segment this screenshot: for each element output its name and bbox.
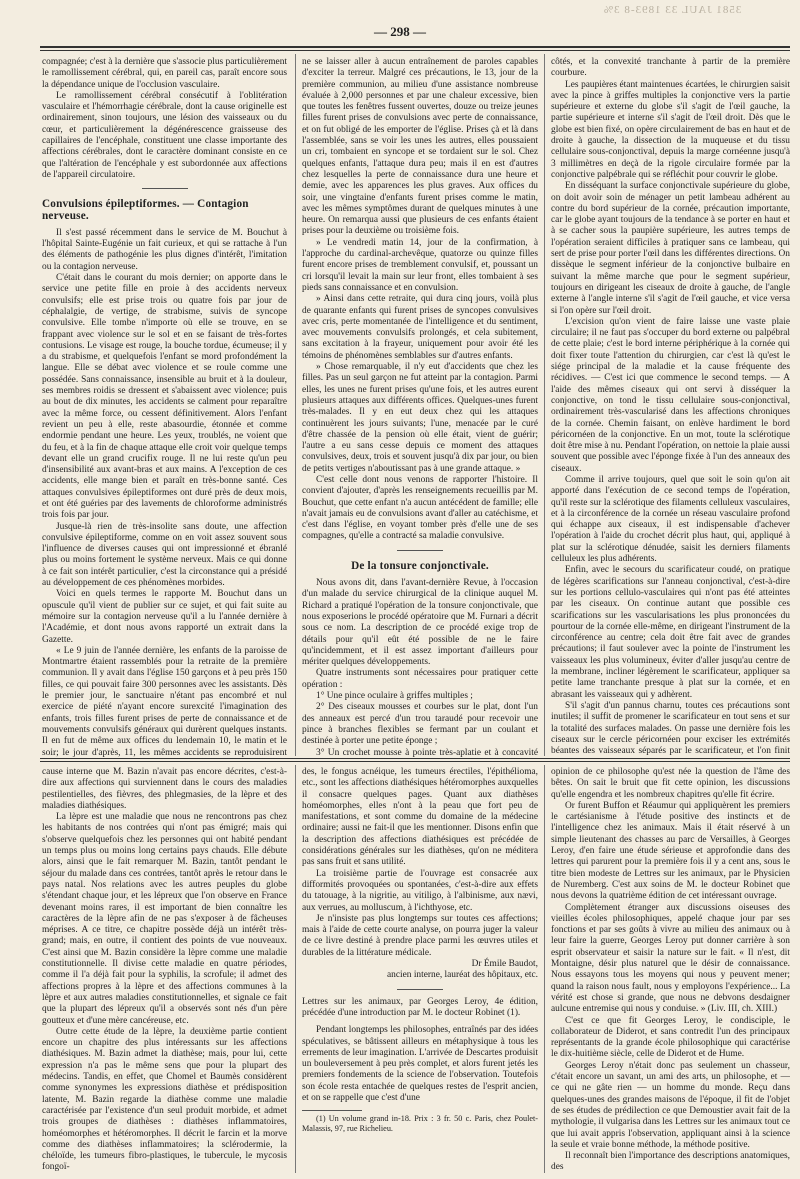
paragraph: Enfin, avec le secours du scarificateur coudé, on pratique de légères scarifications sur l'anneau conjonctival, c'est-à-dire sur les portions cellulo-vasculaires qui n'ont pas été atteintes par les ciseaux. On continue autant que possible ces scarifications sur les vascularisations les plus prononcées du pourtour de la cornée elle-même, en dirigeant l'instrument de la circonférence au centre; cela doit être fait avec de grandes précautions; il faut soulever avec la pointe de l'instrument les vaisseaux les plus volumineux, éviter d'aller jusqu'au centre de la membrane, incliner légèrement le scarificateur, appliquer sa petite lame tranchante presque à plat sur la cornée, et en abrasant les vaisseaux qui y adhèrent. [551, 565, 790, 700]
section-heading-convulsions: Convulsions épileptiformes. — Contagion nerveuse. [42, 198, 249, 222]
paragraph: des, le fongus acnéique, les tumeurs érectiles, l'épithélioma, etc., sont les affections diathésiques hétéromorphes auxquelles il consacre quelques pages. Quant aux diathèses homéomorphes, elles n'ont à la peau que fort peu de manifestations, et sont comme du domaine de la médecine ordinaire; aussi ne fait-il que les mentionner. Disons enfin que la description des affections diathésiques est précédée de considérations générales sur les diathèses, qu'on ne méditera pas sans fruit et sans utilité. [302, 767, 538, 868]
paragraph: Il reconnaît bien l'importance des descriptions anatomiques, des [551, 1151, 790, 1173]
footnote: (1) Un volume grand in-18. Prix : 3 fr. 50 c. Paris, chez Poulet-Malassis, 97, rue Richelieu. [302, 1114, 538, 1134]
upper-column-3 [551, 57, 790, 757]
footnote-rule [302, 1110, 362, 1111]
upper-column-1 [42, 57, 287, 757]
column-divider [544, 54, 545, 756]
page-number: — 298 — [374, 24, 426, 39]
signature-title: ancien interne, lauréat des hôpitaux, etc. [387, 970, 538, 981]
section-separator [397, 550, 443, 551]
paragraph: » Le vendredi matin 14, jour de la confirmation, à l'approche du cardinal-archevêque, quatorze ou quinze filles furent encore prises de tremblement convulsif, et, poussant un cri lorsqu'il levait la main sur leur front, elles tombaient à ses pieds sans connaissance et en convulsion. [302, 237, 538, 293]
paragraph: C'est celle dont nous venons de rapporter l'histoire. Il convient d'ajouter, d'après les renseignements recueillis par M. Bouchut, que cette enfant n'a aucun antécédent de famille; elle n'avait jamais eu de convulsions avant d'aller au catéchisme, et c'est dans l'église, en voyant tomber près d'elle une de ses compagnes, qu'elle a contracté sa maladie convulsive. [302, 474, 538, 542]
lower-column-3 [551, 767, 790, 1175]
header-rule-thin [40, 50, 790, 51]
header-rule [40, 46, 790, 48]
review-heading-lettres: Lettres sur les animaux, par Georges Leroy, 4e édition, précédée d'une introduction par M. le docteur Robinet (1). [302, 996, 538, 1018]
paragraph: Les paupières étant maintenues écartées, le chirurgien saisit avec la pince à griffes multiples la conjonctive vers la partie supérieure et externe du globe s'il s'agit de l'œil gauche, la partie supérieure et interne s'il s'agit de l'œil droit. Dès que le globe est bien fixé, on opère circulairement de bas en haut et de droite à gauche, la dissection de la muqueuse et du tissu cellulaire sous-conjonctival, depuis la marge cornéenne jusqu'à 3 millimètres en deçà de la rigole circulaire formée par la conjonctive palpébrale qui se réfléchit pour couvrir le globe. [551, 79, 790, 180]
paragraph: Je n'insiste pas plus longtemps sur toutes ces affections; mais à l'aide de cette courte analyse, on pourra juger la valeur de ce livre destiné à prendre place parmi les œuvres utiles et durables de la littérature médicale. [302, 913, 538, 958]
paragraph: La troisième partie de l'ouvrage est consacrée aux difformités provoquées ou spontanées, c'est-à-dire aux effets du tatouage, à la nigritie, au vitiligo, à l'albinisme, aux nævi, aux verrues, au molluscum, à l'ichthyose, etc. [302, 868, 538, 913]
paragraph: côtés, et la convexité tranchante à partir de la première courbure. [551, 57, 790, 79]
paragraph: » Ainsi dans cette retraite, qui dura cinq jours, voilà plus de quarante enfants qui furent prises de syncopes convulsives avec cris, perte momentanée de l'intelligence et du sentiment, avec mouvements convulsifs prolongés, et cela subitement, sans excitation à la frayeur, uniquement pour avoir été les témoins de phénomènes semblables sur d'autres enfants. [302, 294, 538, 361]
feuilleton-rule [40, 758, 790, 759]
paragraph: Jusque-là rien de très-insolite sans doute, une affection convulsive épileptiforme, comme on en voit assez souvent sous l'influence de diverses causes qui ont impressionné et ébranlé plus ou moins fortement le système nerveux. Mais ce qui donne à ce fait son intérêt particulier, c'est la circonstance qui a présidé au développement de ces phénomènes morbides. [42, 521, 287, 589]
signature [302, 959, 538, 982]
signature-name: Dr Émile Baudot, [471, 959, 538, 970]
paragraph: S'il s'agit d'un pannus charnu, toutes ces précautions sont inutiles; il suffit de promener le scarificateur en tout sens et sur la totalité des surfaces malades. On passe une dernière fois les ciseaux sur le cercle péricornéen pour exciser les extrémités béantes des vaisseaux séparés par le scarificateur, et l'on finit [551, 700, 790, 757]
paragraph: » Chose remarquable, il n'y eut d'accidents que chez les filles. Pas un seul garçon ne fut atteint par la contagion. Parmi elles, les unes ne furent prises qu'une fois, et les autres eurent plusieurs attaques aux différents offices. Quelques-unes furent très-malades. Il y en eut deux chez qui les attaques continuèrent les jours suivants; l'une, menacée par le curé d'être chassée de la pension où elle était, vient de guérir; l'autre a eu sans cesse depuis ce moment des attaques convulsives, deux, trois et souvent jusqu'à dix par jour, ou bien de petits vertiges n'aboutissant pas à une grande attaque. » [302, 362, 538, 474]
paragraph: Complètement étranger aux discussions oiseuses des vieilles écoles philosophiques, appelé chaque jour par ses fonctions et par ses goûts à vivre au milieu des animaux ou à leur faire la guerre, Georges Leroy put donner carrière à son esprit observateur et saisir la nature sur le fait. « Il n'est, dit Montaigne, désir plus naturel que le désir de connaissance. Nous essayons tous les moyens qui nous y peuvent mener; quand la raison nous fault, nous y employons l'expérience... La vérité est chose si grande, que nous ne debvons desdaigner aulcune entremise qui nous y conduise. » (Liv. III, ch. XIII.) [551, 902, 790, 1015]
paragraph: Quatre instruments sont nécessaires pour pratiquer cette opération : [302, 668, 538, 690]
section-separator [142, 188, 188, 189]
paragraph: opinion de ce philosophe qu'est née la question de l'âme des bêtes. On sait le bruit que fit cette opinion, les discussions qu'elle engendra et les nombreux chapitres qu'elle fit écrire. [551, 767, 790, 800]
column-divider [295, 54, 296, 756]
upper-column-2 [302, 57, 538, 757]
column-divider [544, 765, 545, 1173]
paragraph: Il s'est passé récemment dans le service de M. Bouchut à l'hôpital Sainte-Eugénie un fait curieux, et qui se rattache à l'un des éléments de pathogénie les plus dignes d'intérêt, l'imitation ou la contagion nerveuse. [42, 227, 287, 272]
instrument-item: 1° Une pince oculaire à griffes multiples ; [316, 691, 473, 702]
paragraph: Or furent Buffon et Réaumur qui appliquèrent les premiers le cartésianisme à l'étude positive des instincts et de l'intelligence chez les animaux. Mais il était réservé à un simple lieutenant des chasses au parc de Versailles, à Georges Leroy, d'en faire une étude sérieuse et approfondie dans des lettres qui parurent pour la première fois il y a cent ans, sous le titre bien modeste de Lettres sur les animaux, par le Physicien de Nuremberg. C'est aux soins de M. le docteur Robinet que nous devons la quatrième édition de cet intéressant ouvrage. [551, 800, 790, 902]
paragraph: cause interne que M. Bazin n'avait pas encore décrites, c'est-à-dire aux affections qui surviennent dans le cours des maladies pestilentielles, des fièvres, des phlegmasies, de la lèpre et des maladies diathésiques. [42, 767, 287, 811]
column-divider [295, 765, 296, 1173]
paragraph: C'était dans le courant du mois dernier; on apporte dans le service une petite fille en proie à des accidents nerveux convulsifs; elle est prise trois ou quatre fois par jour de céphalalgie, de vertige, de strabisme, suivis de syncope convulsive. Elle tombe n'importe où elle se trouve, en se frappant avec violence sur le sol et en se faisant de très-fortes contusions. Le visage est rouge, la bouche tordue, écumeuse; il y a du strabisme, et quelquefois l'enfant se mord profondément la langue. Elle se débat avec violence et se roule comme une possédée. Sans connaissance, insensible au bruit et à la douleur, ses membres roidis se dressent et s'abaissent avec violence; puis au bout de dix minutes, les accidents se calment pour reparaître avec la même force, ou cessent définitivement. Alors l'enfant revient un peu à elle, reste abasourdie, étonnée et comme endormie pendant une heure. Les yeux, troublés, ne voient que du feu, et à la fin de chaque attaque elle croit voir quelque temps devant elle un grand crucifix rouge. Il ne lui reste qu'un peu d'insensibilité aux avant-bras et aux mains. A l'exception de ces accidents, elle mange bien et paraît en très-bonne santé. Ces attaques convulsives épileptiformes ont duré près de deux mois, et ont été guéries par des lavements de chloroforme administrés trois fois par jour. [42, 273, 287, 521]
paragraph: Outre cette étude de la lèpre, la deuxième partie contient encore un chapitre des plus intéressants sur les affections diathésiques. M. Bazin admet la diathèse; mais, pour lui, cette expression n'a pas le même sens que pour la plupart des médecins. Tandis, en effet, que Chomel et Baumès considèrent comme synonymes les expressions diathèse et prédisposition latente, M. Bazin regarde la diathèse comme une maladie caractérisée par l'existence d'un seul produit morbide, et admet trois groupes de diathèses : diathèses inflammatoires, homéomorphes et hétéromorphes. Il décrit le farcin et la morve comme des diathèses inflammatoires; la sclérodermie, la chéloïde, les tumeurs fibro-plastiques, le tubercule, le mycosis fongoï- [42, 1026, 287, 1173]
section-separator [397, 989, 443, 990]
paragraph: L'excision qu'on vient de faire laisse une vaste plaie circulaire; il ne faut pas s'occuper du bord externe ou palpébral de cette plaie; c'est le bord interne périphérique à la cornée qui doit fixer toute l'attention du chirurgien, car c'est là qu'est le siége principal de la maladie et la cause fréquente des récidives. — C'est ici que commence le second temps. — A l'aide des mêmes ciseaux qui ont servi à disséquer la conjonctive, on tond le tissu cellulaire sous-conjonctival, ordinairement très-vascularisé dans les affections chroniques de la cornée. Chemin faisant, on enlève hardiment le bord péricornéen de la conjonctive. En un mot, toute la sclérotique doit être mise à nu. Pendant l'opération, on nettoie la plaie aussi souvent que possible avec l'éponge fixée à l'un des anneaux des ciseaux. [551, 316, 790, 474]
paragraph: Georges Leroy n'était donc pas seulement un chasseur, c'était encore un savant, un ami des arts, un philosophe, et — ce qui ne gâte rien — un homme du monde. Reçu dans quelques-unes des grandes maisons de l'époque, il fit de l'objet de ses études de prédilection ce que Demoustier avait fait de la mythologie, il vulgarisa dans les Lettres sur les animaux tout ce que lui avait appris l'observation, appliquant ainsi à la science la seule et vraie bonne méthode, la méthode positive. [551, 1060, 790, 1150]
paragraph: Voici en quels termes le rapporte M. Bouchut dans un opuscule qu'il vient de publier sur ce sujet, et qui fait suite au mémoire sur la contagion nerveuse qu'il a lu l'année dernière à l'Académie, et dont nous avons rapporté un extrait dans la Gazette. [42, 589, 287, 645]
paragraph: « Le 9 juin de l'année dernière, les enfants de la paroisse de Montmartre étaient rassemblés pour la retraite de la première communion. Il y avait dans l'église 150 garçons et à peu près 150 filles, ce qui pouvait faire 300 personnes avec les assistants. Dès le premier jour, le sanctuaire n'étant pas encombré et nul exercice de piété n'ayant encore surexcité l'imagination des enfants, trois filles furent prises de perte de connaissance et de mouvements convulsifs généraux qui durèrent quelques instants. Il en fut de même aux offices du lendemain 10, le matin et le soir; le jour d'après, 11, les mêmes accidents se reproduisirent [42, 645, 287, 757]
paragraph: Nous avons dit, dans l'avant-dernière Revue, à l'occasion d'un malade du service chirurgical de la clinique auquel M. Richard a pratiqué l'opération de la tonsure conjonctivale, que nous exposerions le procédé opératoire que M. Furnari a décrit sous ce nom. La description de ce procédé exige trop de détails pour qu'il eût été possible de ne le faire qu'incidemment, et il est assez important d'ailleurs pour mériter quelques développements. [302, 578, 538, 668]
paragraph: Le ramollissement cérébral consécutif à l'oblitération vasculaire et l'hémorrhagie cérébrale, dont la cause originelle est ordinairement, sinon toujours, une lésion des vaisseaux ou du cœur, et particulièrement la dégénérescence graisseuse des capillaires de l'encéphale, constituent une classe importante des affections cérébrales, dont le caractère dominant consiste en ce que l'altération de l'encéphale y est subordonnée aux affections de l'appareil circulatoire. [42, 90, 287, 180]
paragraph: En disséquant la surface conjonctivale supérieure du globe, on doit avoir soin de ménager un petit lambeau adhérent au contre du bord supérieur de la cornée, précaution importante, car le globe ayant toujours de la tendance à se porter en haut et à se cacher sous la paupière supérieure, les autres temps de l'opération seraient difficiles à pratiquer sans ce lambeau, qui sert de prise pour porter l'œil dans les différentes directions. On dissèque le segment inférieur de la conjonctive bulbaire en suivant la même marche que pour le segment supérieur, toujours en dirigeant les ciseaux de droite à gauche, de l'angle externe à l'angle interne s'il s'agit de l'œil gauche, et vice versa si l'on opère sur l'œil droit. [551, 181, 790, 316]
feuilleton-rule-thin [40, 761, 790, 762]
section-heading-tonsure: De la tonsure conjonctivale. [351, 559, 489, 572]
paragraph: C'est ce que fit Georges Leroy, le condisciple, le collaborateur de Diderot, et sans contredit l'un des principaux représentants de la grande école philosophique qui caractérise le dix-huitième siècle, celle de Diderot et de Hume. [551, 1015, 790, 1060]
paragraph: Comme il arrive toujours, quel que soit le soin qu'on ait apporté dans l'exécution de ce second temps de l'opération, qu'il reste sur la sclérotique des filaments celluleux vasculaires, et à la circonférence de la cornée un réseau vasculaire profond qui échappe aux ciseaux, il est indispensable d'achever l'opération à l'aide du crochet décrit plus haut, qui, appliqué à plat sur la sclérotique dénudée, saisit les derniers filaments celluleux les plus adhérents. [551, 474, 790, 565]
paragraph: Pendant longtemps les philosophes, entraînés par des idées spéculatives, se bâtissent ailleurs en métaphysique à tous les errements de leur imagination. L'arrivée de Descartes produisit un bouleversement à peu près complet, et alors furent jetés les premiers fondements de la science de l'observation. Toutefois son école resta entachée de quelques restes de l'esprit ancien, et on se rappelle que c'est d'une [302, 1025, 538, 1104]
lower-column-2 [302, 767, 538, 1175]
paragraph: La lèpre est une maladie que nous ne rencontrons pas chez les habitants de nos contrées qui n'ont pas émigré; mais qui s'observe quelquefois chez les personnes qui ont habité pendant un temps plus ou moins long certains pays chauds. Elle débute alors, ainsi que le fait remarquer M. Bazin, tantôt pendant le séjour du malade dans ces contrées, tantôt après le retour dans le pays natal. Nos relations avec les autres peuples du globe s'étendant chaque jour, et les lépreux que l'on observe en France devenant moins rares, il est important de bien connaître les caractères de la lèpre afin de ne pas s'exposer à de fâcheuses méprises. A ce titre, ce chapitre possède déjà un intérêt très-grand; mais, en outre, il contient des points de vue nouveaux. C'est ainsi que M. Bazin considère la lèpre comme une maladie constitutionnelle. Il divise cette maladie en quatre périodes, comme il l'a déjà fait pour la syphilis, la scrofule; il admet des affections propres à la lèpre et des affections communes à la lèpre et aux autres maladies constitutionnelles, et signale ce fait que la plupart des lépreux qu'il a observés sont nés d'un père goutteux et d'une mère cancéreuse, etc. [42, 812, 287, 1026]
instrument-item: 2° Des ciseaux mousses et courbes sur le plat, dont l'un des anneaux est percé d'un trou taraudé pour recevoir une pince à branches flexibles se fermant par un coulant et destinée à porter une petite éponge ; [302, 702, 538, 747]
bleed-through-text: 3581 JAUL 33 1893-8 3% [603, 4, 742, 16]
lower-column-1 [42, 767, 287, 1175]
instrument-item: 3° Un crochet mousse à pointe très-aplatie et à concavité [316, 747, 538, 757]
paragraph: compagnée; c'est à la dernière que s'associe plus particulièrement le ramollissement cérébral, qui, en pareil cas, paraît encore sous la dépendance unique de l'occlusion vasculaire. [42, 57, 287, 90]
paragraph: ne se laisser aller à aucun entraînement de paroles capables d'exciter la terreur. Malgré ces précautions, le 13, jour de la première communion, au milieu d'une assistance nombreuse évaluée à 2,000 personnes et par une chaleur excessive, bien que toutes les fenêtres fussent ouvertes, douze ou treize jeunes filles furent prises de convulsions avec perte de connaissance, et on fut obligé de les emporter de l'église. Prises çà et là dans l'assemblée, sans se voir les unes les autres, elles poussaient un cri, tombaient en syncope et se tordaient sur le sol. Chez quelques enfants, l'attaque dura peu; mais il en est d'autres chez lesquelles la perte de connaissance dura une heure et demie, avec les apparences les plus graves. Aux offices du soir, une vingtaine d'enfants furent prises comme le matin, avec les mêmes symptômes durant de quelques minutes à une heure. On remarqua aussi que plusieurs de ces enfants étaient prises pour la deuxième ou troisième fois. [302, 57, 538, 237]
